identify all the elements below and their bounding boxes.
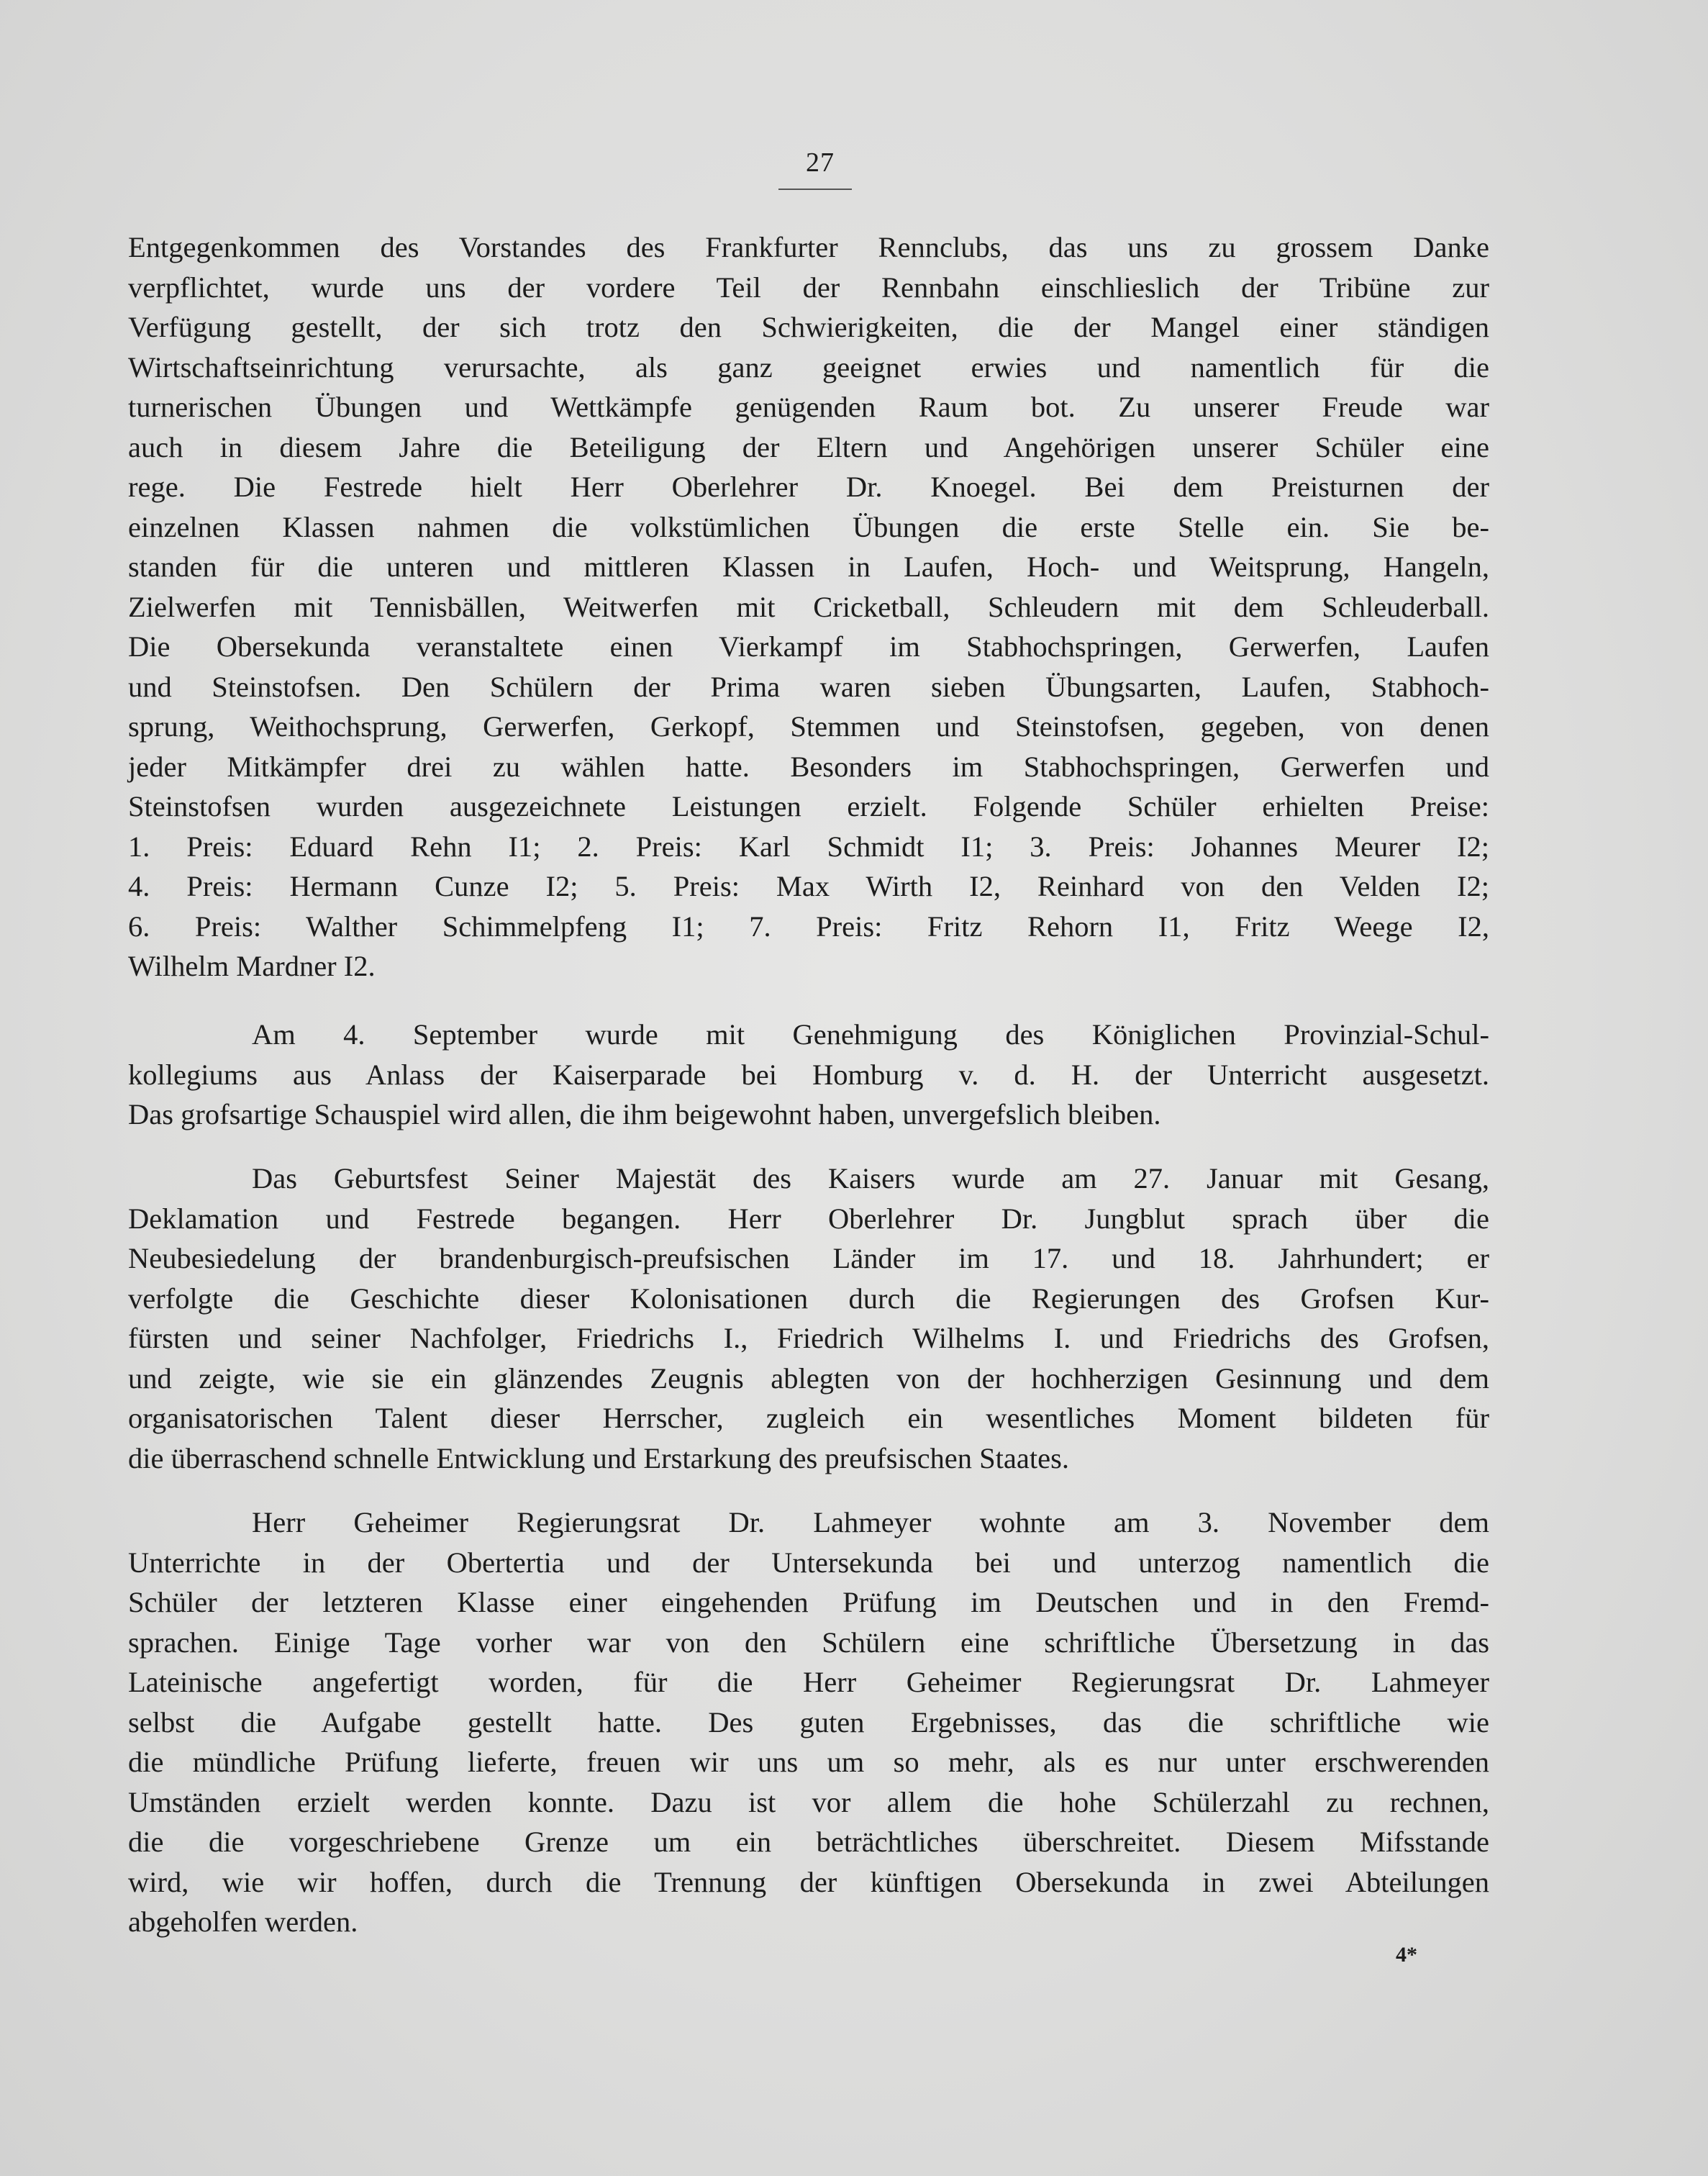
page-number: 27 xyxy=(806,148,835,178)
text-line: Deklamation und Festrede begangen. Herr Oberlehrer Dr. Jungblut sprach über die xyxy=(128,1202,1489,1235)
text-line: abgeholfen werden. xyxy=(128,1905,358,1938)
text-line: verfolgte die Geschichte dieser Kolonisationen durch die Regierungen des Grofsen Kur- xyxy=(128,1282,1489,1315)
text-line: selbst die Aufgabe gestellt hatte. Des guten Ergebnisses, das die schriftliche wie xyxy=(128,1705,1489,1738)
text-line: Das grofsartige Schauspiel wird allen, die ihm beigewohnt haben, unvergefslich bleiben. xyxy=(128,1098,1161,1130)
text-line: Die Obersekunda veranstaltete einen Vierkampf im Stabhochspringen, Gerwerfen, Laufen xyxy=(128,630,1489,663)
text-line: Neubesiedelung der brandenburgisch-preufsischen Länder im 17. und 18. Jahrhundert; er xyxy=(128,1242,1489,1274)
text-line: die überraschend schnelle Entwicklung und Erstarkung des preufsischen Staates. xyxy=(128,1441,1069,1474)
text-line: einzelnen Klassen nahmen die volkstümlichen Übungen die erste Stelle ein. Sie be- xyxy=(128,510,1489,543)
paragraph-kaiserparade xyxy=(128,1015,1489,1135)
text-line: rege. Die Festrede hielt Herr Oberlehrer Dr. Knoegel. Bei dem Preisturnen der xyxy=(128,471,1489,503)
text-line: Unterrichte in der Obertertia und der Untersekunda bei und unterzog namentlich die xyxy=(128,1546,1489,1579)
text-line: turnerischen Übungen und Wettkämpfe genügenden Raum bot. Zu unserer Freude war xyxy=(128,391,1489,423)
text-line: Herr Geheimer Regierungsrat Dr. Lahmeyer wohnte am 3. November dem xyxy=(252,1506,1489,1538)
paragraph-inspection xyxy=(128,1502,1489,1942)
text-line: Wilhelm Mardner I2. xyxy=(128,950,376,982)
page-number-rule xyxy=(778,189,852,190)
text-line: Zielwerfen mit Tennisbällen, Weitwerfen mit Cricketball, Schleudern mit dem Schleuderball. xyxy=(128,590,1489,623)
text-line: und zeigte, wie sie ein glänzendes Zeugnis ablegten von der hochherzigen Gesinnung und dem xyxy=(128,1361,1489,1395)
text-line: kollegiums aus Anlass der Kaiserparade bei Homburg v. d. H. der Unterricht ausgesetzt. xyxy=(128,1058,1489,1091)
paragraph-geburtsfest xyxy=(128,1159,1489,1478)
text-line: Schüler der letzteren Klasse einer eingehenden Prüfung im Deutschen und in den Fremd- xyxy=(128,1586,1489,1618)
text-line: auch in diesem Jahre die Beteiligung der Eltern und Angehörigen unserer Schüler eine xyxy=(128,430,1489,463)
text-line: sprachen. Einige Tage vorher war von den Schülern eine schriftliche Übersetzung in das xyxy=(128,1626,1489,1659)
text-line: die mündliche Prüfung lieferte, freuen wir uns um so mehr, als es nur unter erschwerenden xyxy=(128,1746,1489,1778)
text-line: Entgegenkommen des Vorstandes des Frankfurter Rennclubs, das uns zu grossem Danke xyxy=(128,231,1489,263)
text-line: die die vorgeschriebene Grenze um ein beträchtliches überschreitet. Diesem Mifsstande xyxy=(128,1826,1489,1858)
text-line: organisatorischen Talent dieser Herrscher, zugleich ein wesentliches Moment bildeten für xyxy=(128,1402,1489,1434)
text-line: 1. Preis: Eduard Rehn I1; 2. Preis: Karl Schmidt I1; 3. Preis: Johannes Meurer I2; xyxy=(128,830,1489,863)
text-line: Umständen erzielt werden konnte. Dazu ist vor allem die hohe Schülerzahl zu rechnen, xyxy=(128,1785,1489,1818)
text-line: Lateinische angefertigt worden, für die Herr Geheimer Regierungsrat Dr. Lahmeyer xyxy=(128,1666,1489,1698)
text-line: verpflichtet, wurde uns der vordere Teil der Rennbahn einschlieslich der Tribüne zur xyxy=(128,271,1489,304)
text-line: Steinstofsen wurden ausgezeichnete Leistungen erzielt. Folgende Schüler erhielten Preise: xyxy=(128,790,1489,822)
text-line: 6. Preis: Walther Schimmelpfeng I1; 7. Preis: Fritz Rehorn I1, Fritz Weege I2, xyxy=(128,910,1489,943)
text-line: Am 4. September wurde mit Genehmigung des Königlichen Provinzial-Schul- xyxy=(252,1018,1489,1051)
paragraph-sportfest xyxy=(128,227,1489,987)
text-line: 4. Preis: Hermann Cunze I2; 5. Preis: Max Wirth I2, Reinhard von den Velden I2; xyxy=(128,870,1489,902)
text-line: wird, wie wir hoffen, durch die Trennung der künftigen Obersekunda in zwei Abteilungen xyxy=(128,1865,1489,1898)
text-line: standen für die unteren und mittleren Klassen in Laufen, Hoch- und Weitsprung, Hangeln, xyxy=(128,550,1489,583)
text-line: Wirtschaftseinrichtung verursachte, als ganz geeignet erwies und namentlich für die xyxy=(128,350,1489,384)
text-line: fürsten und seiner Nachfolger, Friedrichs I., Friedrich Wilhelms I. und Friedrichs des Grofsen, xyxy=(128,1322,1489,1354)
text-line: sprung, Weithochsprung, Gerwerfen, Gerkopf, Stemmen und Steinstofsen, gegeben, von denen xyxy=(128,710,1489,743)
text-line: und Steinstofsen. Den Schülern der Prima waren sieben Übungsarten, Laufen, Stabhoch- xyxy=(128,670,1489,703)
text-line: jeder Mitkämpfer drei zu wählen hatte. Besonders im Stabhochspringen, Gerwerfen und xyxy=(128,750,1489,783)
text-line: Das Geburtsfest Seiner Majestät des Kaisers wurde am 27. Januar mit Gesang, xyxy=(252,1162,1489,1194)
text-line: Verfügung gestellt, der sich trotz den Schwierigkeiten, die der Mangel einer ständigen xyxy=(128,311,1489,343)
signature-mark: 4* xyxy=(1396,1943,1417,1967)
